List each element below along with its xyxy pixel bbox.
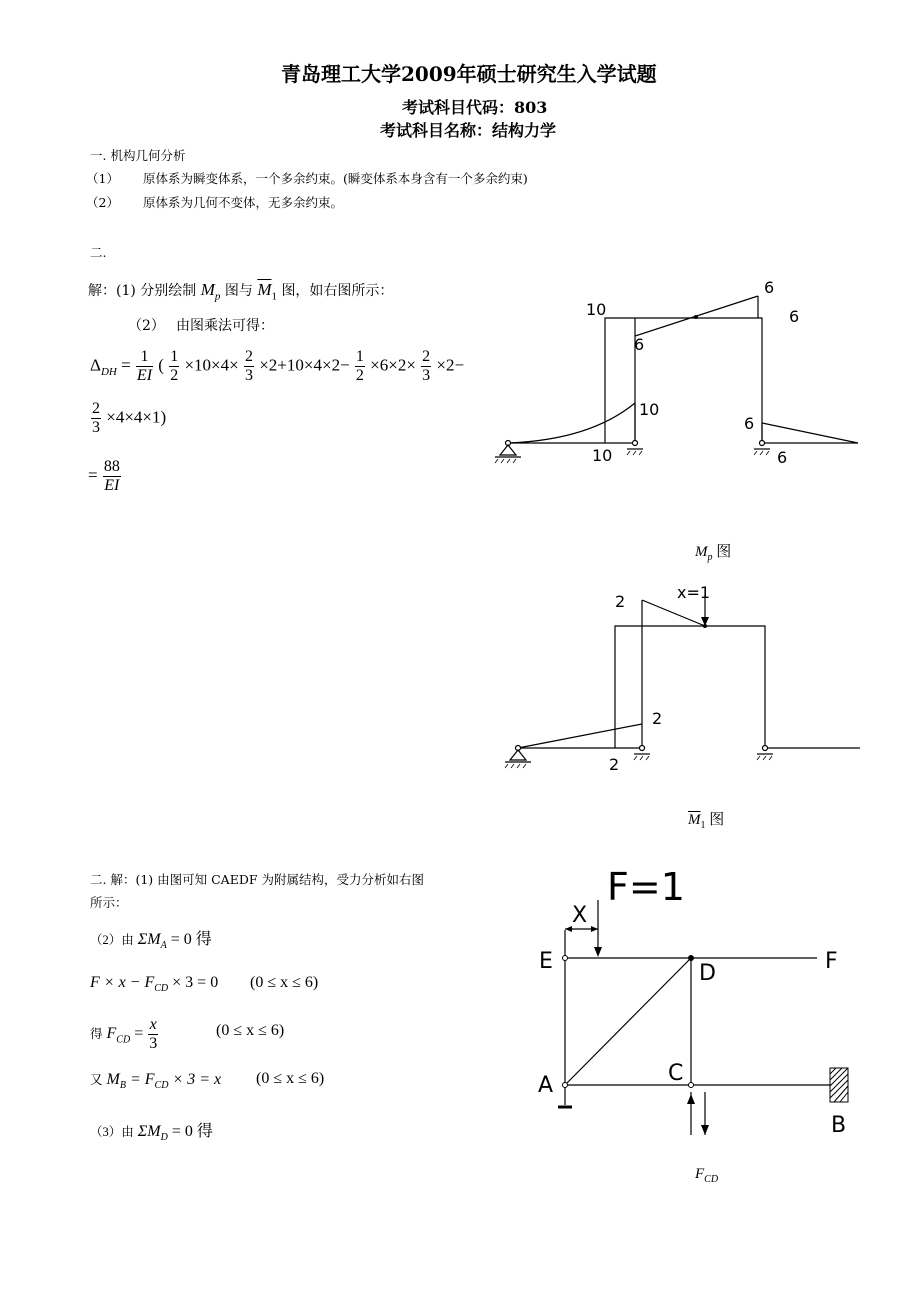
sol-mid: 图与: [224, 283, 253, 299]
section2-heading: 二.: [90, 245, 107, 260]
equation-result: = $\frac{88}{EI}$: [88, 458, 120, 494]
m1-load-label: x=1: [677, 583, 711, 602]
step2-num: （2）: [128, 318, 165, 334]
frame-node-e: E: [539, 949, 553, 974]
section1-item2-num: （2）: [86, 195, 119, 210]
frame-node-b: B: [831, 1113, 847, 1138]
m1-symbol: $\overline{M}_1$: [257, 280, 277, 303]
m1-caption: $\overline{M}_1$ 图: [688, 812, 725, 831]
fcd-caption: $F_{CD}$: [695, 1166, 719, 1185]
section3-eq3-range: (0 ≤ x ≤ 6): [256, 1070, 325, 1087]
frame-node-a: A: [538, 1073, 554, 1098]
m1-label-1: 2: [652, 709, 663, 728]
page-title: 青岛理工大学2009年硕士研究生入学试题: [281, 62, 657, 86]
section3-line1b: 所示：: [90, 895, 128, 910]
mp-caption: $M_p$ 图: [695, 544, 732, 563]
mp-label-3: 6: [634, 335, 645, 354]
frame-diagram: [525, 860, 865, 1150]
frame-node-f: F: [825, 949, 838, 974]
step2-text: 由图乘法可得：: [176, 318, 274, 334]
section3-eq2-range: (0 ≤ x ≤ 6): [216, 1022, 285, 1039]
section3-eq1: $F \times x - F_{CD} \times 3 = 0$: [90, 974, 219, 995]
mp-symbol: $M_p$: [200, 280, 221, 303]
mp-label-7: 6: [777, 448, 788, 467]
exam-subject: 考试科目名称：结构力学: [380, 121, 557, 140]
section3-eq1-range: (0 ≤ x ≤ 6): [250, 974, 319, 991]
section3-step3: （3）由 $\Sigma M_D = 0$ 得: [90, 1123, 213, 1144]
section3-step2: （2）由 $\Sigma M_A = 0$ 得: [90, 931, 212, 952]
sol-suffix: 图，如右图所示：: [281, 283, 394, 299]
section1-heading: 一. 机构几何分析: [90, 148, 186, 163]
mp-label-4: 10: [639, 400, 660, 419]
mp-label-6: 6: [744, 414, 755, 433]
exam-code: 考试科目代码：803: [402, 98, 548, 117]
frame-force-label: F=1: [607, 865, 685, 909]
equation-line1: $\Delta_{DH}$ = $\frac{1}{EI}$ ( $\frac{1}{2}$ ×10×4× $\frac{2}{3}$ ×2+10×4×2− $\frac{1}{2}$ ×6×2× $\frac{2}{3}$ ×2−: [90, 348, 465, 384]
mp-label-0: 10: [586, 300, 607, 319]
section3-eq3: 又 $M_B = F_{CD} \times 3 = x$: [90, 1071, 222, 1092]
section1-item1-text: 原体系为瞬变体系，一个多余约束。(瞬变体系本身含有一个多余约束): [143, 171, 528, 186]
mp-diagram: [490, 275, 870, 475]
section3-line1: 二. 解：(1) 由图可知 CAEDF 为附属结构，受力分析如右图: [90, 872, 424, 887]
section3-eq2: 得 $F_{CD}$ = $\frac{x}{3}$: [90, 1016, 158, 1052]
m1-label-0: 2: [615, 592, 626, 611]
sol-prefix: 解：(1) 分别绘制: [88, 283, 197, 299]
frame-node-d: D: [699, 961, 716, 986]
section1-item1-num: （1）: [86, 171, 119, 186]
mp-label-5: 10: [592, 446, 613, 465]
frame-node-c: C: [668, 1061, 684, 1086]
mp-label-2: 6: [789, 307, 800, 326]
mp-label-1: 6: [764, 278, 775, 297]
equation-line2: $\frac{2}{3}$ ×4×4×1): [92, 400, 167, 436]
m1-diagram: [500, 580, 870, 780]
m1-label-2: 2: [609, 755, 620, 774]
section1-item2-text: 原体系为几何不变体，无多余约束。: [143, 195, 344, 210]
section2-solution-line: [88, 280, 393, 302]
frame-x-label: X: [572, 903, 588, 928]
